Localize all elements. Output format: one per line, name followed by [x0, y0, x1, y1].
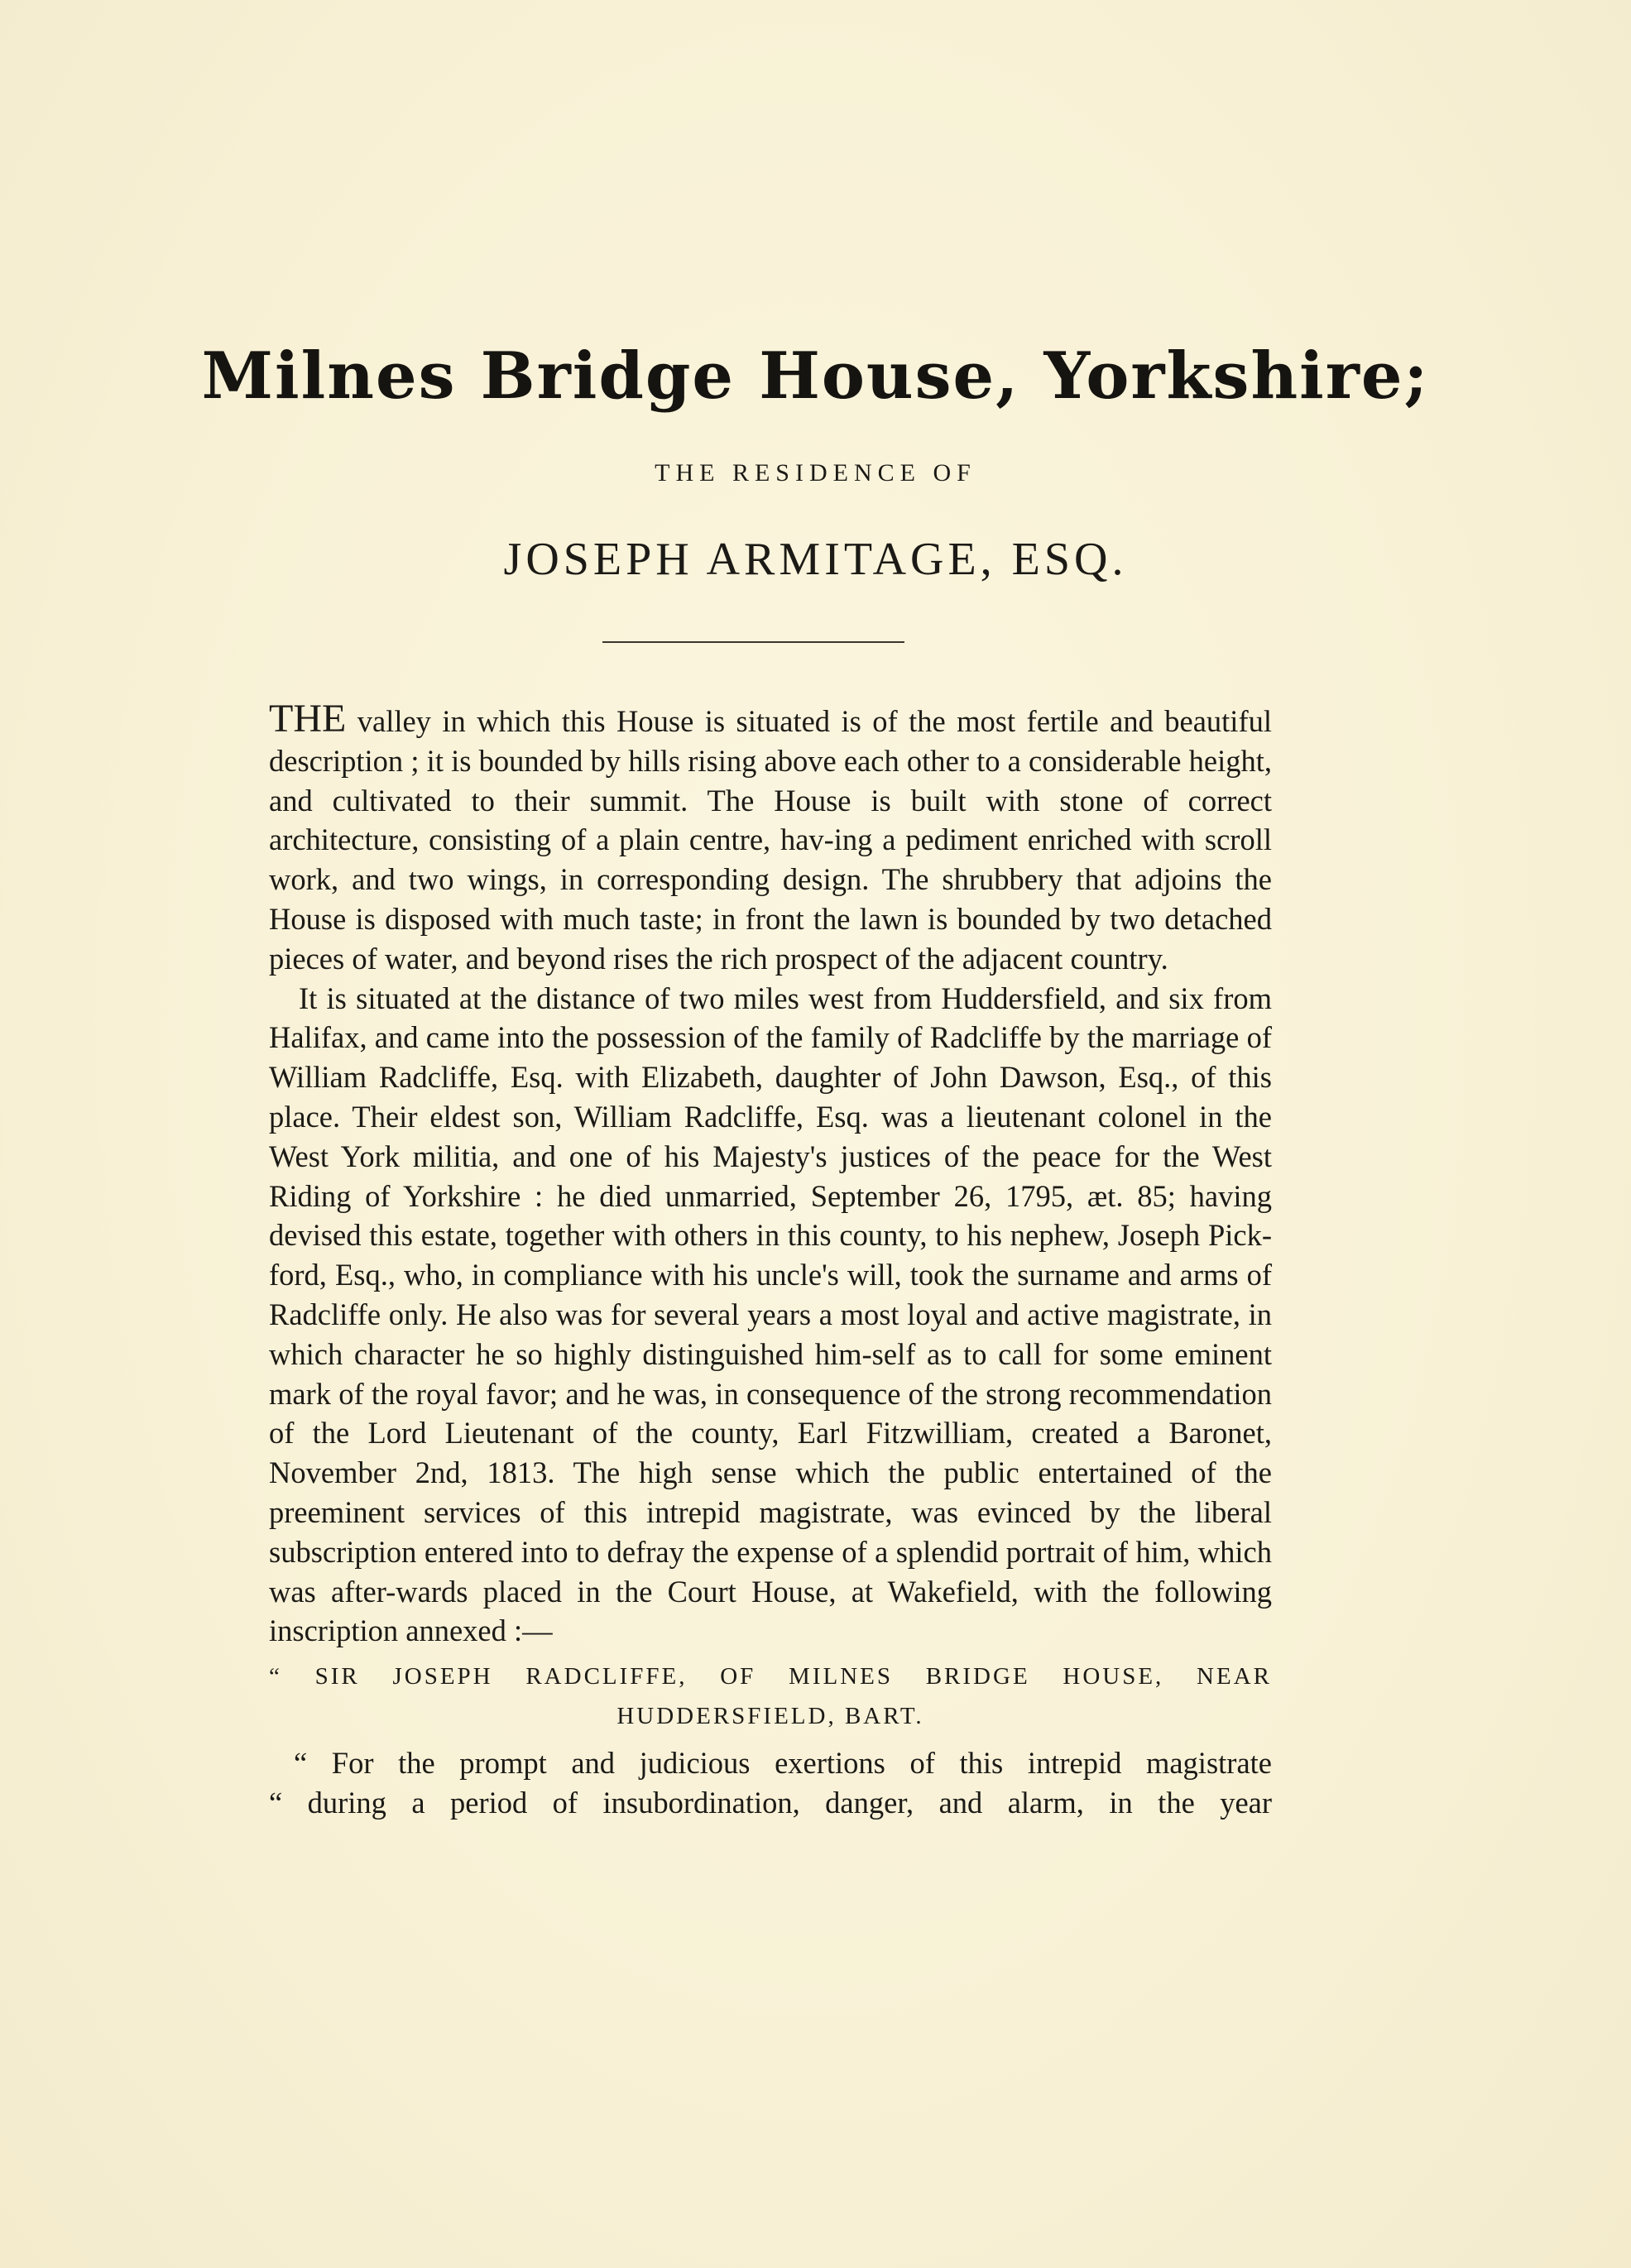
subtitle: THE RESIDENCE OF — [655, 459, 976, 487]
inscription-quote-line-2: “ during a period of insubordination, danger, and alarm, in the year — [269, 1785, 1272, 1820]
inscription-quote-line-1: “ For the prompt and judicious exertions of this intrepid magistrate — [294, 1745, 1272, 1780]
paragraph-2: It is situated at the distance of two miles west from Huddersfield, and six from Halifax, and came into the possession of the family of Radcliffe by the marriage of William Radcliffe, Esq. with Elizabeth, daughter of John Dawson, Esq., of this place. Their eldest son, William Radcliffe, Esq. was a lieutenant colonel in the West York militia, and one of his Majesty's justices of the peace for the West Riding of Yorkshire : he died unmarried, September 26, 1795, æt. 85; having devised this estate, together with others in this county, to his nephew, Joseph Pick-ford, Esq., who, in compliance with his uncle's will, took the surname and arms of Radcliffe only. He also was for several years a most loyal and active magistrate, in which character he so highly distinguished him-self as to call for some eminent mark of the royal favor; and he was, in consequence of the strong recommendation of the Lord Lieutenant of the county, Earl Fitzwilliam, created a Baronet, November 2nd, 1813. The high sense which the public entertained of the preeminent services of this intrepid magistrate, was evinced by the liberal subscription entered into to defray the expense of a splendid portrait of him, which was after-wards placed in the Court House, at Wakefield, with the following inscription annexed :— — [269, 981, 1272, 1648]
body-text — [269, 699, 1272, 1822]
paragraph-1-text: valley in which this House is situated is of the most fertile and beautiful description ; it is bounded by hills rising above each other to a considerable height, and cultivated to their summit. The House is built with stone of correct architecture, consisting of a plain centre, hav-ing a pediment enriched with scroll work, and two wings, in corresponding design. The shrubbery that adjoins the House is disposed with much taste; in front the lawn is bounded by two detached pieces of water, and beyond rises the rich prospect of the adjacent country. — [269, 704, 1272, 976]
residence-owner-heading: JOSEPH ARMITAGE, ESQ. — [503, 534, 1128, 585]
inscription-heading-line-1: “ SIR JOSEPH RADCLIFFE, OF MILNES BRIDGE HOUSE, NEAR — [269, 1663, 1272, 1690]
divider-rule — [602, 641, 904, 643]
page-title: Milnes Bridge House, Yorkshire; — [201, 338, 1430, 414]
inscription-heading-line-2: HUDDERSFIELD, BART. — [616, 1702, 924, 1729]
paragraph-1 — [269, 699, 1272, 979]
drop-cap: THE — [269, 697, 347, 741]
